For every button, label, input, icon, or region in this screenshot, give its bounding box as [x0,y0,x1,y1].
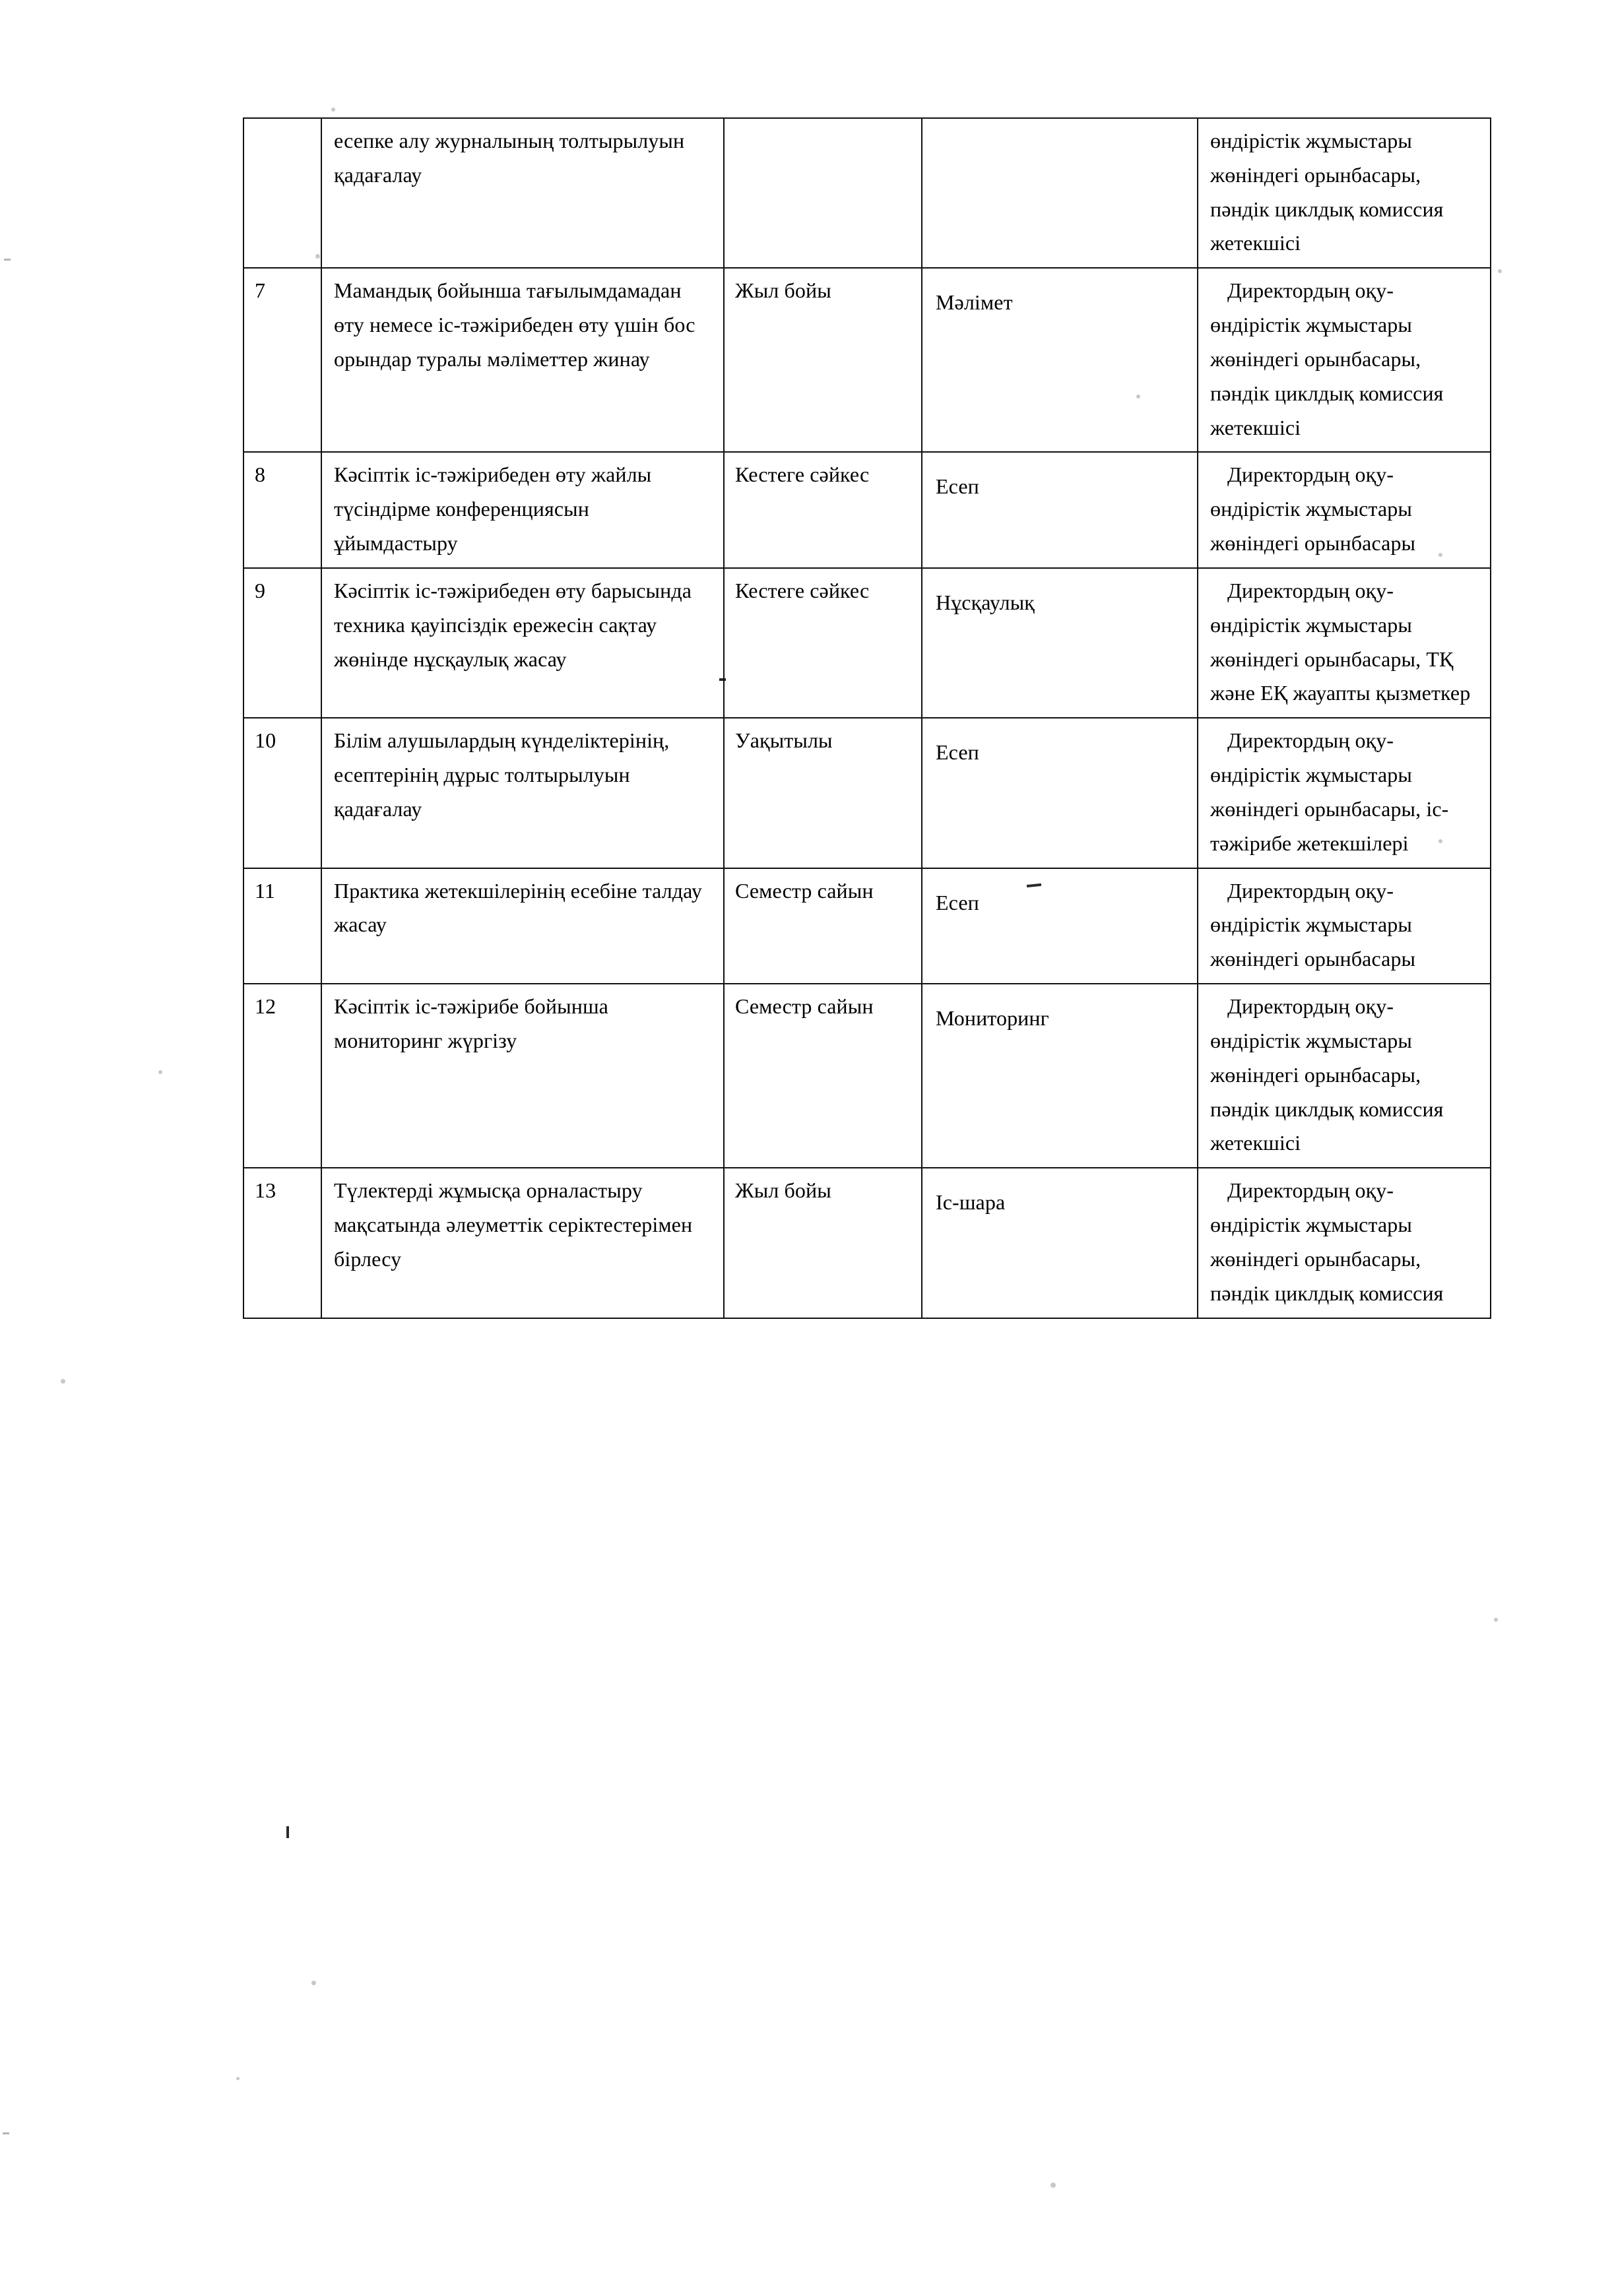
table-row [243,452,1491,567]
cell-timeframe: Семестр сайын [724,868,922,984]
page-edge-mark-left-bottom [3,2132,9,2134]
cell-output-type: Нұсқаулық [922,568,1198,718]
table-row [243,568,1491,718]
cell-row-number: 13 [243,1168,321,1318]
cell-output-type [922,118,1198,268]
cell-timeframe: Семестр сайын [724,984,922,1168]
cell-responsible-party [1198,984,1491,1168]
cell-row-number: 11 [243,868,321,984]
cell-responsible-text: Директордың оқу-өндірістік жұмыстары жөніндегі орынбасары, пәндік циклдық комиссия жетекшісі [1210,994,1444,1155]
cell-row-number: 9 [243,568,321,718]
cell-row-number: 10 [243,718,321,868]
cell-timeframe: Жыл бойы [724,1168,922,1318]
cell-activity: Мамандық бойынша тағылымдамадан өту немесе іс-тәжірибеден өту үшін бос орындар туралы мәліметтер жинау [321,268,724,452]
page-edge-mark-left-top [4,259,11,261]
cell-row-number [243,118,321,268]
cell-responsible-text: Директордың оқу-өндірістік жұмыстары жөніндегі орынбасары, ТҚ және ЕҚ жауапты қызметкер [1210,578,1471,705]
scan-speck [311,1981,316,1985]
stray-pen-mark [286,1826,289,1838]
cell-responsible-party: өндірістік жұмыстары жөніндегі орынбасары, пәндік циклдық комиссия жетекшісі [1198,118,1491,268]
cell-timeframe: Кестеге сәйкес [724,568,922,718]
cell-responsible-party [1198,1168,1491,1318]
cell-output-type: Мониторинг [922,984,1198,1168]
cell-responsible-text: Директордың оқу-өндірістік жұмыстары жөніндегі орынбасары [1210,462,1416,556]
cell-activity: Білім алушылардың күнделіктерінің, есептерінің дұрыс толтырылуын қадағалау [321,718,724,868]
cell-timeframe [724,118,922,268]
table-row [243,268,1491,452]
cell-responsible-party [1198,718,1491,868]
cell-responsible-text: Директордың оқу-өндірістік жұмыстары жөніндегі орынбасары, пәндік циклдық комиссия жетекшісі [1210,278,1444,439]
cell-activity: есепке алу журналының толтырылуын қадағалау [321,118,724,268]
table-row [243,868,1491,984]
cell-activity: Кәсіптік іс-тәжірибе бойынша мониторинг жүргізу [321,984,724,1168]
scan-speck [158,1070,162,1074]
scan-speck [1050,2183,1056,2188]
cell-timeframe: Кестеге сәйкес [724,452,922,567]
scan-speck [236,2077,240,2080]
cell-responsible-text: Директордың оқу-өндірістік жұмыстары жөніндегі орынбасары, пәндік циклдық комиссия [1210,1178,1444,1305]
cell-timeframe: Жыл бойы [724,268,922,452]
work-plan-table [243,117,1491,1319]
table-row [243,118,1491,268]
cell-responsible-text: Директордың оқу-өндірістік жұмыстары жөніндегі орынбасары [1210,878,1416,971]
cell-activity: Түлектерді жұмысқа орналастыру мақсатында әлеуметтік серіктестерімен бірлесу [321,1168,724,1318]
scan-speck [61,1379,65,1384]
cell-responsible-party [1198,452,1491,567]
cell-activity: Практика жетекшілерінің есебіне талдау жасау [321,868,724,984]
scan-speck [1494,1618,1498,1622]
cell-row-number: 12 [243,984,321,1168]
cell-output-type: Есеп [922,868,1198,984]
cell-output-type: Мәлімет [922,268,1198,452]
cell-row-number: 8 [243,452,321,567]
table-row [243,984,1491,1168]
cell-responsible-party [1198,568,1491,718]
table-row [243,1168,1491,1318]
cell-output-type: Есеп [922,718,1198,868]
cell-activity: Кәсіптік іс-тәжірибеден өту жайлы түсіндірме конференциясын ұйымдастыру [321,452,724,567]
table-row [243,718,1491,868]
cell-timeframe: Уақытылы [724,718,922,868]
scan-speck [1498,269,1502,273]
table-body [243,118,1491,1318]
cell-row-number: 7 [243,268,321,452]
cell-activity: Кәсіптік іс-тәжірибеден өту барысында техника қауіпсіздік ережесін сақтау жөнінде нұсқаулық жасау [321,568,724,718]
cell-responsible-text: Директордың оқу-өндірістік жұмыстары жөніндегі орынбасары, іс-тәжірибе жетекшілері [1210,728,1449,855]
cell-output-type: Есеп [922,452,1198,567]
scan-speck [331,108,335,112]
cell-output-type: Іс-шара [922,1168,1198,1318]
cell-responsible-party [1198,868,1491,984]
cell-responsible-party [1198,268,1491,452]
